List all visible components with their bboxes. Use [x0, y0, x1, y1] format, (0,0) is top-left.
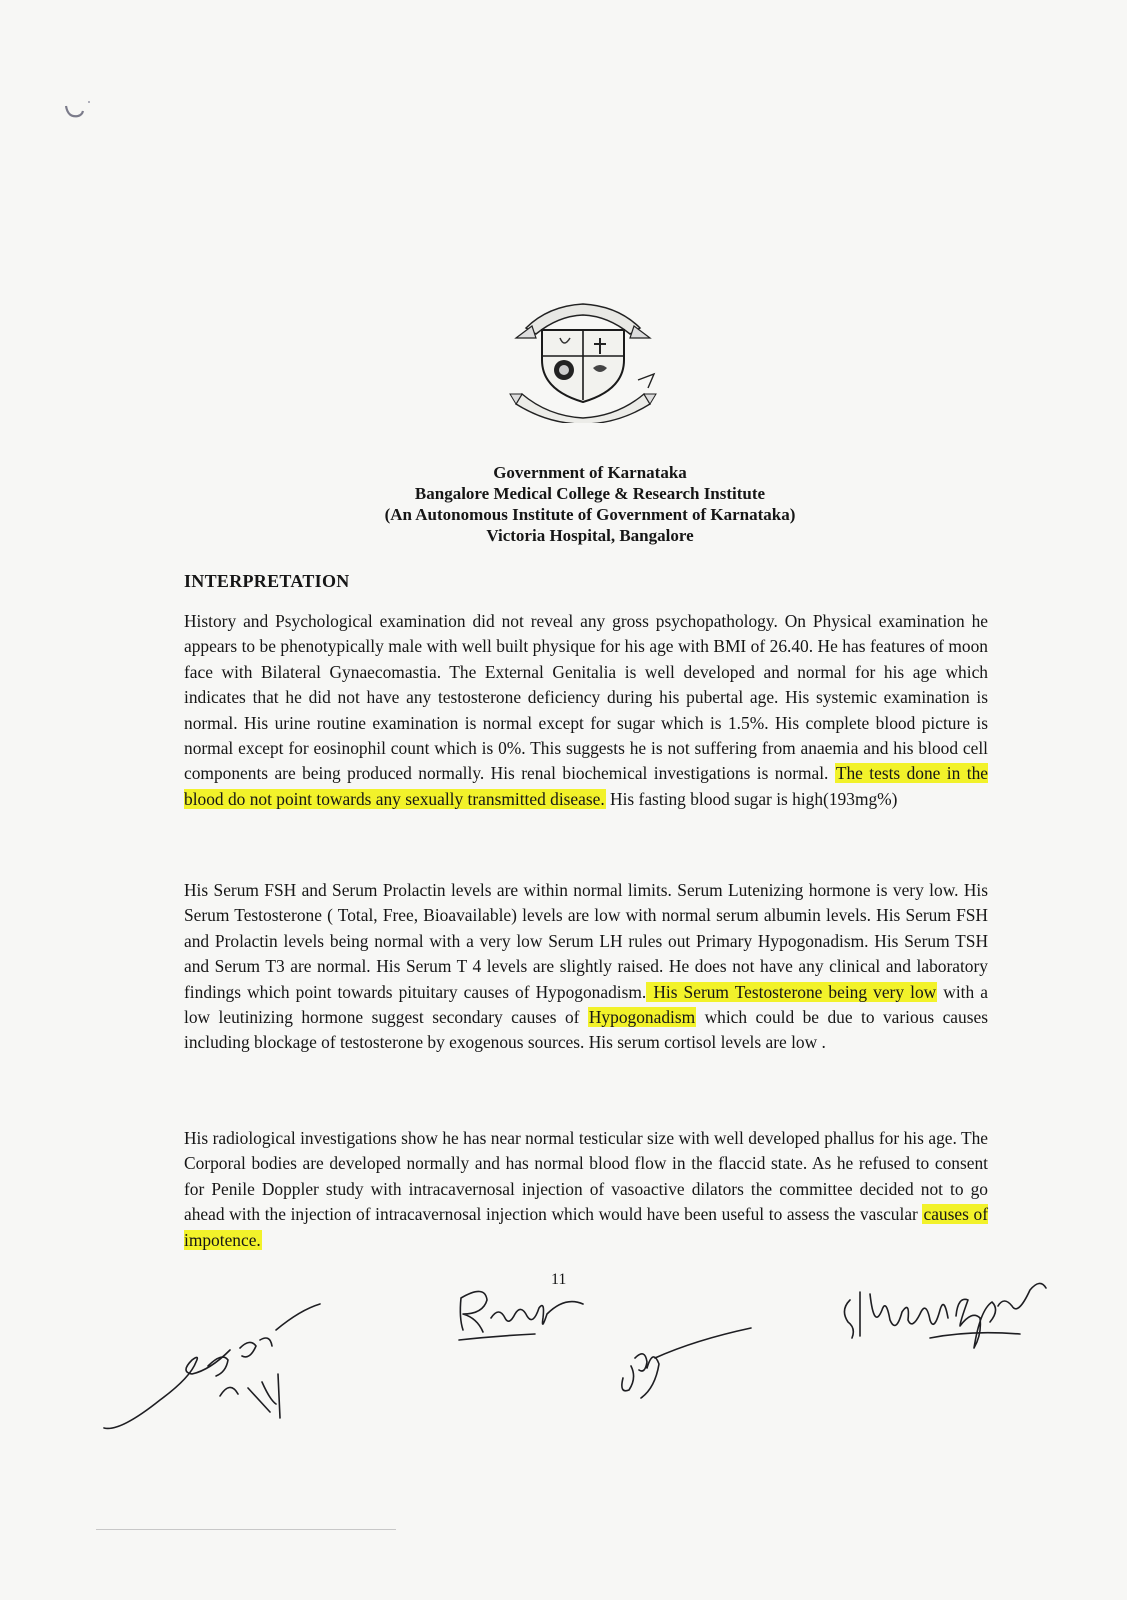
- signature-2: [455, 1278, 600, 1358]
- highlighted-text: The tests done in the blood do not point towards any sexually transmitted disease.: [184, 763, 988, 809]
- paragraph-text: His radiological investigations show he has near normal testicular size with well developed phallus for his age. The Corporal bodies are developed normally and has normal blood flow in the flaccid state. As he refused to consent for Penile Doppler study with intracavernosal injection of vasoactive dilators the committee decided not to go ahead with the injection of intracavernosal injection which would have been useful to assess the vascular: [184, 1128, 988, 1225]
- header-autonomous: (An Autonomous Institute of Government of Karnataka): [384, 505, 796, 524]
- paragraph-text: with a low leutinizing hormone suggest secondary causes of: [184, 981, 988, 1028]
- header-college: Bangalore Medical College & Research Institute: [414, 484, 766, 503]
- college-emblem-logo: [508, 298, 658, 423]
- paragraph-text: His fasting blood sugar is high(193mg%): [605, 788, 898, 809]
- paragraph-text: History and Psychological examination did not reveal any gross psychopathology. On Physical examination he appears to be phenotypically male with well built physique for his age with BMI of 26.40. He has features of moon face with Bilateral Gynaecomastia. The External Genitalia is well developed and normal for his age which indicates that he did not have any testosterone deficiency during his pubertal age. His systemic examination is normal. His urine routine examination is normal except for sugar which is 1.5%. His complete blood picture is normal except for eosinophil count which is 0%. This suggests he is not suffering from anaemia and his blood cell components are being produced normally. His renal biochemical investigations is normal.: [184, 611, 988, 784]
- paragraph-physical-examination: [184, 609, 988, 812]
- punch-hole-mark: [62, 98, 96, 124]
- signature-3: [615, 1318, 755, 1403]
- highlighted-text: His Serum Testosterone being very low: [647, 981, 937, 1002]
- paragraph-radiological-findings: [184, 1126, 988, 1253]
- section-title: INTERPRETATION: [184, 571, 350, 591]
- header-hospital: Victoria Hospital, Bangalore: [486, 526, 694, 545]
- institution-header: [300, 462, 880, 546]
- highlighted-text: causes of impotence.: [184, 1204, 988, 1250]
- header-government: Government of Karnataka: [493, 463, 687, 482]
- signature-4: [830, 1270, 1050, 1365]
- paragraph-hormone-findings: [184, 878, 988, 1056]
- paragraph-text: His Serum FSH and Serum Prolactin levels are within normal limits. Serum Lutenizing hormone is very low. His Serum Testosterone ( Total, Free, Bioavailable) levels are low with normal serum albumin levels. His Serum FSH and Prolactin levels being normal with a very low Serum LH rules out Primary Hypogonadism. His Serum TSH and Serum T3 are normal. His Serum T 4 levels are slightly raised. He does not have any clinical and laboratory findings which point towards pituitary causes of Hypogonadism.: [184, 880, 988, 1002]
- footer-rule: [96, 1529, 396, 1530]
- paragraph-text: which could be due to various causes including blockage of testosterone by exogenous sources. His serum cortisol levels are low .: [184, 1007, 988, 1053]
- page-number: 11: [551, 1271, 567, 1288]
- highlighted-text: Hypogonadism: [588, 1007, 696, 1028]
- signature-1: [100, 1300, 340, 1440]
